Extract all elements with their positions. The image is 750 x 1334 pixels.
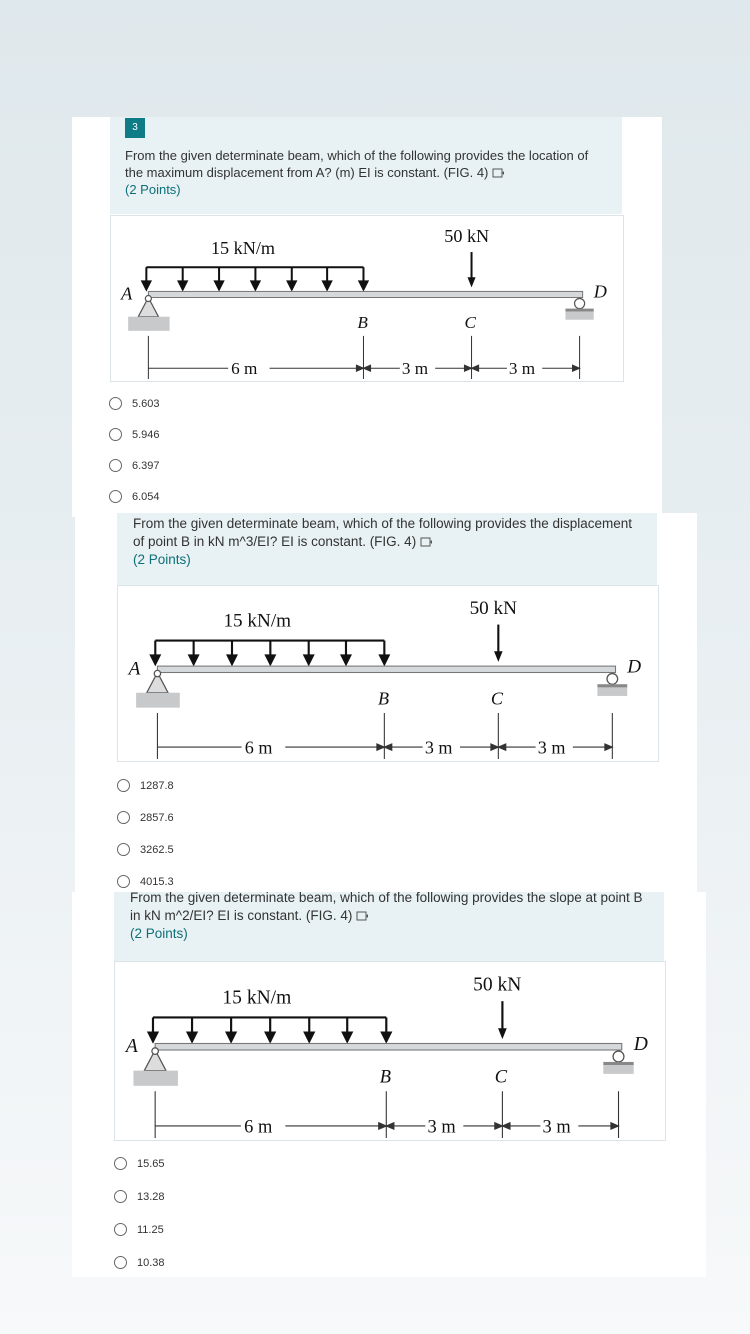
question-prompt: From the given determinate beam, which of the following provides the displacement of point B in kN m^3/EI? EI is constant. (FIG. 4) xyxy=(133,516,633,549)
answer-option[interactable] xyxy=(114,1157,165,1170)
point-a-label: A xyxy=(125,1036,138,1058)
point-load-arrow xyxy=(494,625,503,662)
dimension-cd: 3 m xyxy=(537,737,566,758)
dimension-ab: 6 m xyxy=(244,737,273,758)
answer-option[interactable] xyxy=(117,811,174,824)
dimension-cd: 3 m xyxy=(542,1116,571,1137)
point-c-label: C xyxy=(494,1066,508,1087)
beam-figure xyxy=(117,585,659,762)
pin-support-a xyxy=(128,295,169,330)
point-c-label: C xyxy=(464,312,476,332)
option-label: 4015.3 xyxy=(140,875,174,888)
point-b-label: B xyxy=(357,312,368,332)
dimension-cd: 3 m xyxy=(508,359,536,379)
beam xyxy=(155,1043,622,1050)
roller-support-d xyxy=(565,299,593,320)
immersive-reader-icon[interactable] xyxy=(356,909,368,921)
radio-button[interactable] xyxy=(117,843,130,856)
answer-option[interactable] xyxy=(117,779,174,792)
beam-figure xyxy=(110,215,624,382)
distributed-load-label: 15 kN/m xyxy=(222,987,292,1009)
radio-button[interactable] xyxy=(117,875,130,888)
answer-option[interactable] xyxy=(114,1256,165,1269)
point-load-arrow xyxy=(498,1001,507,1039)
question-prompt: From the given determinate beam, which of the following provides the slope at point B in kN m^2/EI? EI is constant. (FIG. 4) xyxy=(130,890,643,923)
option-label: 6.054 xyxy=(132,490,160,503)
option-label: 11.25 xyxy=(137,1223,164,1236)
question-points: (2 Points) xyxy=(130,926,188,941)
dimension-bc: 3 m xyxy=(401,359,429,379)
radio-button[interactable] xyxy=(109,459,122,472)
question-text xyxy=(133,515,638,569)
beam xyxy=(148,291,582,297)
beam-figure xyxy=(114,961,666,1141)
radio-button[interactable] xyxy=(109,397,122,410)
option-label: 10.38 xyxy=(137,1256,165,1269)
question-points: (2 Points) xyxy=(133,552,191,567)
distributed-load-arrows xyxy=(151,641,389,664)
dimension-bc: 3 m xyxy=(424,737,453,758)
immersive-reader-icon[interactable] xyxy=(492,166,504,178)
answer-option[interactable] xyxy=(114,1190,165,1203)
distributed-load-arrows xyxy=(149,1017,391,1041)
answer-option[interactable] xyxy=(109,428,160,441)
question-number-badge: 3 xyxy=(125,118,145,138)
answer-option[interactable] xyxy=(109,490,160,503)
option-label: 6.397 xyxy=(132,459,160,472)
point-d-label: D xyxy=(633,1034,648,1055)
answer-option[interactable] xyxy=(114,1223,164,1236)
point-load-arrow xyxy=(467,252,475,287)
question-header xyxy=(117,513,657,585)
radio-button[interactable] xyxy=(117,811,130,824)
point-a-label: A xyxy=(128,658,141,680)
radio-button[interactable] xyxy=(109,490,122,503)
distributed-load-label: 15 kN/m xyxy=(223,610,292,632)
beam-diagram xyxy=(118,586,656,759)
distributed-load-label: 15 kN/m xyxy=(210,238,276,259)
dimension-ab: 6 m xyxy=(231,359,258,379)
radio-button[interactable] xyxy=(114,1190,127,1203)
radio-button[interactable] xyxy=(114,1223,127,1236)
question-card-3 xyxy=(72,117,662,517)
option-label: 1287.8 xyxy=(140,779,174,792)
point-load-label: 50 kN xyxy=(469,597,517,619)
distributed-load-arrows xyxy=(142,267,367,289)
option-label: 2857.6 xyxy=(140,811,174,824)
question-prompt: From the given determinate beam, which of the following provides the location of the maximum displacement from A? (m) EI is constant. (FIG. 4) xyxy=(125,148,589,180)
option-label: 5.946 xyxy=(132,428,160,441)
point-c-label: C xyxy=(490,688,503,709)
radio-button[interactable] xyxy=(109,428,122,441)
point-load-label: 50 kN xyxy=(473,974,522,996)
pin-support-a xyxy=(133,1048,177,1086)
option-label: 15.65 xyxy=(137,1157,165,1170)
option-label: 3262.5 xyxy=(140,843,174,856)
point-d-label: D xyxy=(593,281,607,302)
dimension-ab: 6 m xyxy=(244,1116,273,1137)
radio-button[interactable] xyxy=(117,779,130,792)
answer-option[interactable] xyxy=(117,843,174,856)
beam xyxy=(157,666,615,672)
question-points: (2 Points) xyxy=(125,182,181,197)
radio-button[interactable] xyxy=(114,1256,127,1269)
point-d-label: D xyxy=(627,656,642,678)
question-header xyxy=(114,892,664,961)
question-card-5 xyxy=(72,892,706,1277)
radio-button[interactable] xyxy=(114,1157,127,1170)
dimension-bc: 3 m xyxy=(427,1116,456,1137)
beam-diagram xyxy=(115,962,663,1138)
point-b-label: B xyxy=(377,688,390,709)
option-label: 5.603 xyxy=(132,397,160,410)
roller-support-d xyxy=(597,674,627,696)
answer-option[interactable] xyxy=(117,875,174,888)
point-a-label: A xyxy=(121,283,133,304)
answer-option[interactable] xyxy=(109,397,160,410)
question-text xyxy=(130,889,650,943)
option-label: 13.28 xyxy=(137,1190,165,1203)
beam-diagram xyxy=(111,216,621,379)
point-b-label: B xyxy=(379,1066,392,1087)
question-card-4 xyxy=(75,513,697,893)
point-load-label: 50 kN xyxy=(444,225,490,246)
question-header xyxy=(110,117,622,214)
immersive-reader-icon[interactable] xyxy=(420,535,432,547)
pin-support-a xyxy=(136,670,180,707)
roller-support-d xyxy=(603,1051,633,1074)
answer-option[interactable] xyxy=(109,459,160,472)
question-text xyxy=(125,147,605,198)
